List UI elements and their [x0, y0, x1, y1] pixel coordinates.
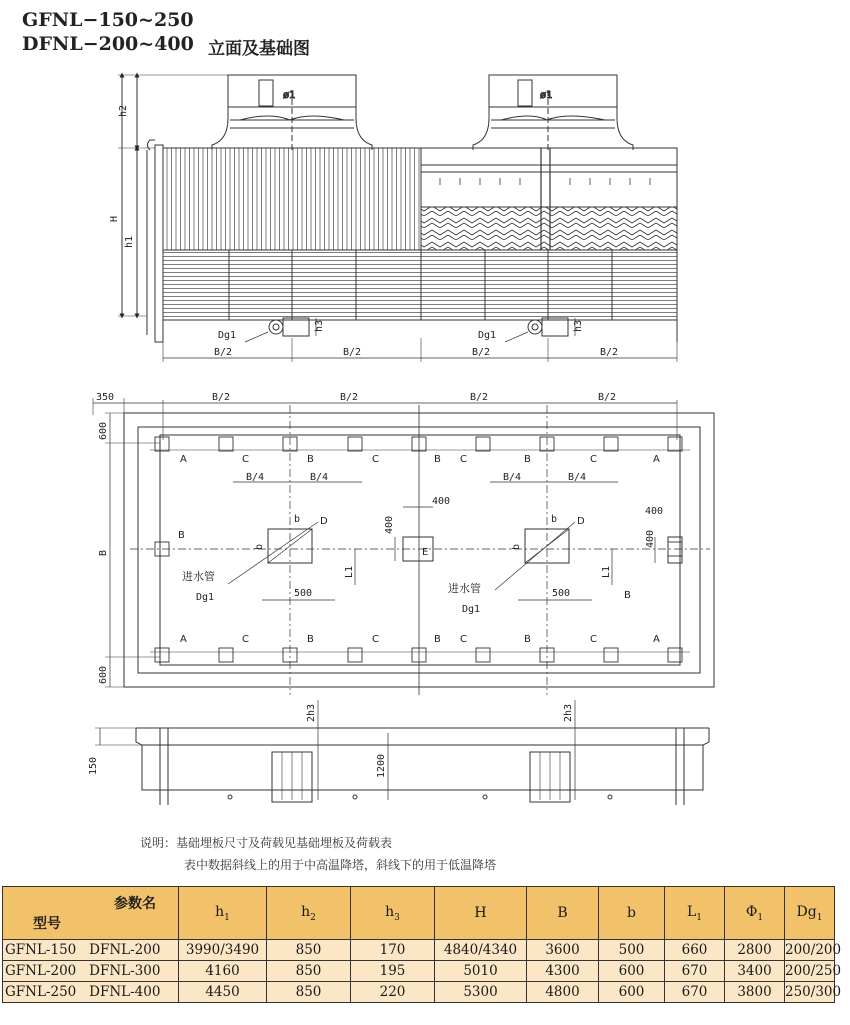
- cell-dg1: 200/250: [785, 961, 835, 982]
- cell-B: 4800: [527, 982, 599, 1003]
- model-title-line2: DFNL−200~400: [22, 33, 194, 55]
- cell-phi1: 3400: [725, 961, 785, 982]
- dg1-label-right: Dg1: [478, 330, 497, 341]
- h1-dim-label: h1: [124, 235, 135, 248]
- support-C-7: C: [460, 634, 467, 645]
- cell-h3: 170: [351, 940, 435, 961]
- phi-label-left: ø1: [283, 90, 296, 101]
- label-D-left: D: [320, 516, 328, 527]
- plan-600-top: 600: [98, 421, 109, 440]
- col-h2: $h_2$: [267, 887, 351, 940]
- cell-B: 4300: [527, 961, 599, 982]
- b-left-top: b: [294, 514, 301, 525]
- dim-400-left: 400: [384, 515, 395, 534]
- cell-b: 600: [599, 961, 665, 982]
- bquarter-2: B/4: [310, 472, 329, 483]
- drawing-subtitle: 立面及基础图: [208, 39, 310, 59]
- support-C-5: C: [242, 634, 249, 645]
- col-h3: $h_3$: [351, 887, 435, 940]
- support-A-3: A: [180, 634, 187, 645]
- plan-bhalf-2: B/2: [340, 392, 359, 403]
- h2-dim-label: h2: [118, 104, 129, 117]
- bhalf-label-2: B/2: [343, 347, 362, 358]
- bquarter-1: B/4: [246, 472, 265, 483]
- inlet-label-right: 进水管: [448, 582, 481, 595]
- cell-h2: 850: [267, 961, 351, 982]
- dim-400-top: 400: [432, 496, 451, 507]
- col-h1: $h_1$: [179, 887, 267, 940]
- h3-dim-label-right: h3: [573, 319, 584, 332]
- support-C-8: C: [590, 634, 597, 645]
- H-dim-label: H: [109, 215, 120, 222]
- label-D-right: D: [577, 516, 585, 527]
- col-dg1: $Dg_1$: [785, 887, 835, 940]
- bquarter-4: B/4: [568, 472, 587, 483]
- b-right-top: b: [551, 514, 558, 525]
- cell-h1: 4160: [179, 961, 267, 982]
- support-B-3: B: [524, 454, 531, 465]
- support-B-5: B: [434, 634, 441, 645]
- model-cell: GFNL-150 DFNL-200: [3, 940, 179, 961]
- phi-label-right: ø1: [540, 90, 553, 101]
- support-plates-bottom: [155, 648, 682, 662]
- model-title-line1: GFNL−150~250: [22, 9, 194, 31]
- cell-dg1: 250/300: [785, 982, 835, 1003]
- dg1-label-left: Dg1: [218, 330, 237, 341]
- table-row: [3, 940, 835, 961]
- section-labels: [88, 704, 574, 778]
- cell-b: 600: [599, 982, 665, 1003]
- section-2h3-right: 2h3: [563, 703, 574, 722]
- label-E: E: [422, 547, 429, 558]
- cell-h3: 220: [351, 982, 435, 1003]
- model-cell: GFNL-250 DFNL-400: [3, 982, 179, 1003]
- cell-dg1: 200/200: [785, 940, 835, 961]
- plan-B-region: B: [624, 590, 631, 601]
- h3-dim-label-left: h3: [314, 319, 325, 332]
- dim-400-right: 400: [645, 506, 664, 517]
- support-plates-top: [155, 437, 682, 451]
- cell-h1: 3990/3490: [179, 940, 267, 961]
- col-H: H: [435, 887, 527, 940]
- col-L1: $L_1$: [665, 887, 725, 940]
- notes-block: [140, 832, 496, 876]
- corner-header: [3, 887, 179, 940]
- section-150-label: 150: [88, 756, 99, 775]
- model-label: 型号: [33, 916, 61, 932]
- cell-h3: 195: [351, 961, 435, 982]
- dim-500-left: 500: [294, 588, 313, 599]
- cell-H: 5300: [435, 982, 527, 1003]
- support-B-2: B: [434, 454, 441, 465]
- table-row: [3, 961, 835, 982]
- note-line-2: 表中数据斜线上的用于中高温降塔，斜线下的用于低温降塔: [184, 858, 497, 872]
- col-phi1: $\Phi_1$: [725, 887, 785, 940]
- inlet-dg1-left: Dg1: [196, 592, 215, 603]
- cell-H: 5010: [435, 961, 527, 982]
- bhalf-label-3: B/2: [472, 347, 491, 358]
- cell-L1: 670: [665, 982, 725, 1003]
- spec-table: [2, 886, 842, 1003]
- dim-500-right: 500: [552, 588, 571, 599]
- support-C-4: C: [590, 454, 597, 465]
- cell-b: 500: [599, 940, 665, 961]
- inlet-label-left: 进水管: [182, 570, 215, 583]
- note-line-1: 说明：基础埋板尺寸及荷载见基础埋板及荷载表: [140, 836, 393, 850]
- plan-600-bottom: 600: [98, 665, 109, 684]
- bquarter-3: B/4: [503, 472, 522, 483]
- model-cell: GFNL-200 DFNL-300: [3, 961, 179, 982]
- plan-350-label: 350: [96, 392, 115, 403]
- cell-h2: 850: [267, 940, 351, 961]
- cell-L1: 670: [665, 961, 725, 982]
- b-left-side: b: [254, 543, 265, 550]
- plan-view: [93, 398, 714, 695]
- plan-bhalf-4: B/2: [598, 392, 617, 403]
- support-A-4: A: [653, 634, 660, 645]
- cell-B: 3600: [527, 940, 599, 961]
- support-C-6: C: [372, 634, 379, 645]
- elevation-view: [118, 75, 677, 362]
- cell-phi1: 2800: [725, 940, 785, 961]
- L1-right: L1: [601, 565, 612, 578]
- plan-bhalf-3: B/2: [470, 392, 489, 403]
- dim-400-right-v: 400: [645, 529, 656, 548]
- plan-bhalf-1: B/2: [212, 392, 231, 403]
- col-B: B: [527, 887, 599, 940]
- support-B-4: B: [307, 634, 314, 645]
- spray-nozzles: [440, 178, 650, 185]
- section-1200-label: 1200: [376, 753, 387, 778]
- fan-right: [473, 75, 633, 150]
- b-right-side: b: [511, 543, 522, 550]
- L1-left: L1: [344, 565, 355, 578]
- fan-left: [212, 75, 372, 150]
- cell-phi1: 3800: [725, 982, 785, 1003]
- section-view: [95, 700, 709, 805]
- col-b: b: [599, 887, 665, 940]
- plan-B-label: B: [98, 549, 109, 556]
- inlet-dg1-right: Dg1: [462, 604, 481, 615]
- bhalf-label-4: B/2: [600, 347, 619, 358]
- cell-L1: 660: [665, 940, 725, 961]
- cell-H: 4840/4340: [435, 940, 527, 961]
- support-A-2: A: [653, 454, 660, 465]
- support-C-1: C: [242, 454, 249, 465]
- support-B-6: B: [524, 634, 531, 645]
- table-row: [3, 982, 835, 1003]
- spec-header-row: [3, 887, 835, 940]
- param-name-label: 参数名: [114, 896, 156, 912]
- cell-h2: 850: [267, 982, 351, 1003]
- support-C-3: C: [460, 454, 467, 465]
- bhalf-label-1: B/2: [214, 347, 233, 358]
- support-C-2: C: [372, 454, 379, 465]
- support-B-1: B: [307, 454, 314, 465]
- support-A-1: A: [180, 454, 187, 465]
- plan-labels: [96, 392, 663, 684]
- support-B-left: B: [178, 530, 185, 541]
- cell-h1: 4450: [179, 982, 267, 1003]
- section-2h3-left: 2h3: [306, 703, 317, 722]
